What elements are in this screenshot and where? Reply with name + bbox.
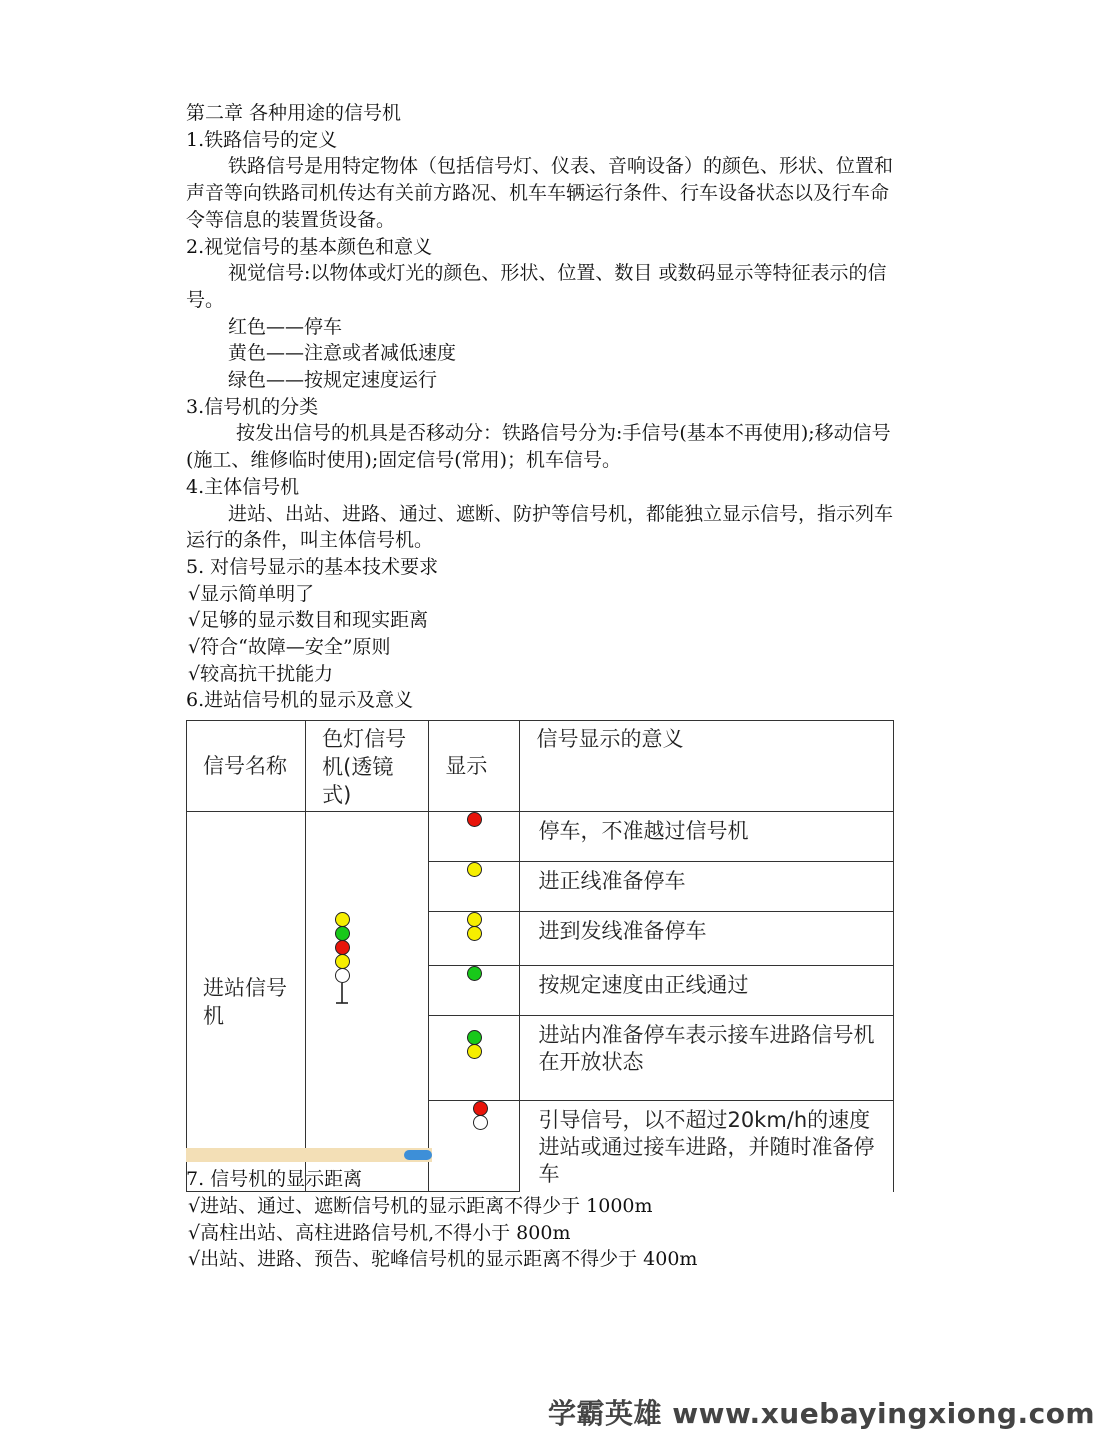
section-4-body: 进站、出站、进路、通过、遮断、防护等信号机，都能独立显示信号，指示列车运行的条件，叫主体信号机。 [186, 502, 894, 552]
yellow-lamp-icon [467, 862, 482, 877]
mast-post-icon [334, 983, 350, 1005]
white-lamp-icon [335, 968, 350, 983]
requirement-item: √足够的显示数目和现实距离 [188, 609, 429, 632]
section-5-heading: 5. 对信号显示的基本技术要求 [186, 555, 439, 578]
yellow-lamp-icon [467, 926, 482, 941]
requirement-item: √较高抗干扰能力 [188, 662, 334, 685]
header-display: 显示 [445, 754, 488, 779]
header-signal-type: 色灯信号机(透镜式) [322, 727, 407, 808]
requirement-item: √符合“故障—安全”原则 [188, 636, 391, 659]
red-lamp-icon [335, 940, 350, 955]
meaning-cell: 进站内准备停车表示接车进路信号机在开放状态 [520, 1016, 894, 1101]
chapter-title: 第二章 各种用途的信号机 [186, 102, 402, 124]
document-body [186, 100, 896, 1273]
green-lamp-icon [335, 926, 350, 941]
section-2-body: 视觉信号:以物体或灯光的颜色、形状、位置、数目 或数码显示等特征表示的信号。 [186, 262, 887, 311]
distance-item: √进站、通过、遮断信号机的显示距离不得少于 1000m [188, 1194, 653, 1217]
meaning-cell: 引导信号，以不超过20km/h的速度进站或通过接车进路，并随时准备停车 [520, 1101, 894, 1192]
site-watermark: 学霸英雄 www.xuebayingxiong.com [548, 1397, 1095, 1430]
yellow-lamp-icon [467, 912, 482, 927]
section-7-heading: 7. 信号机的显示距离 [186, 1168, 363, 1191]
distance-item: √高柱出站、高柱进路信号机,不得小于 800m [188, 1221, 571, 1244]
section-1-heading: 1.铁路信号的定义 [186, 128, 338, 151]
signal-table [186, 720, 894, 1192]
section-1-body: 铁路信号是用特定物体（包括信号灯、仪表、音响设备）的颜色、形状、位置和声音等向铁路司机传达有关前方路况、机车车辆运行条件、行车设备状态以及行车命令等信息的装置货设备。 [186, 155, 894, 231]
image-artifact [404, 1150, 432, 1160]
distance-item: √出站、进路、预告、驼峰信号机的显示距离不得少于 400m [188, 1248, 698, 1271]
color-green-meaning: 绿色——按规定速度运行 [228, 369, 438, 392]
green-lamp-icon [467, 966, 482, 981]
station-signal-name: 进站信号机 [203, 975, 287, 1028]
section-3-body: 按发出信号的机具是否移动分：铁路信号分为:手信号(基本不再使用);移动信号(施工、维修临时使用);固定信号(常用)；机车信号。 [186, 422, 891, 472]
yellow-lamp-icon [335, 954, 350, 969]
image-bottom-strip [186, 1148, 432, 1162]
section-2-heading: 2.视觉信号的基本颜色和意义 [186, 235, 433, 258]
header-signal-name: 信号名称 [203, 754, 287, 779]
color-red-meaning: 红色——停车 [228, 315, 343, 338]
meaning-cell: 进到发线准备停车 [520, 912, 894, 966]
red-lamp-icon [473, 1101, 488, 1116]
yellow-lamp-icon [335, 912, 350, 927]
meaning-cell: 进正线准备停车 [520, 862, 894, 912]
red-lamp-icon [467, 812, 482, 827]
green-lamp-icon [467, 1030, 482, 1045]
color-yellow-meaning: 黄色——注意或者减低速度 [228, 342, 457, 365]
meaning-cell: 按规定速度由正线通过 [520, 966, 894, 1016]
yellow-lamp-icon [467, 1044, 482, 1059]
meaning-cell: 停车，不准越过信号机 [520, 812, 894, 862]
section-3-heading: 3.信号机的分类 [186, 395, 319, 418]
requirement-item: √显示简单明了 [188, 582, 315, 605]
white-lamp-icon [473, 1115, 488, 1130]
header-meaning: 信号显示的意义 [536, 727, 684, 752]
signal-mast [306, 812, 429, 1192]
section-4-heading: 4.主体信号机 [186, 475, 300, 498]
section-6-heading: 6.进站信号机的显示及意义 [186, 689, 414, 712]
mast-lamps [334, 912, 350, 1005]
